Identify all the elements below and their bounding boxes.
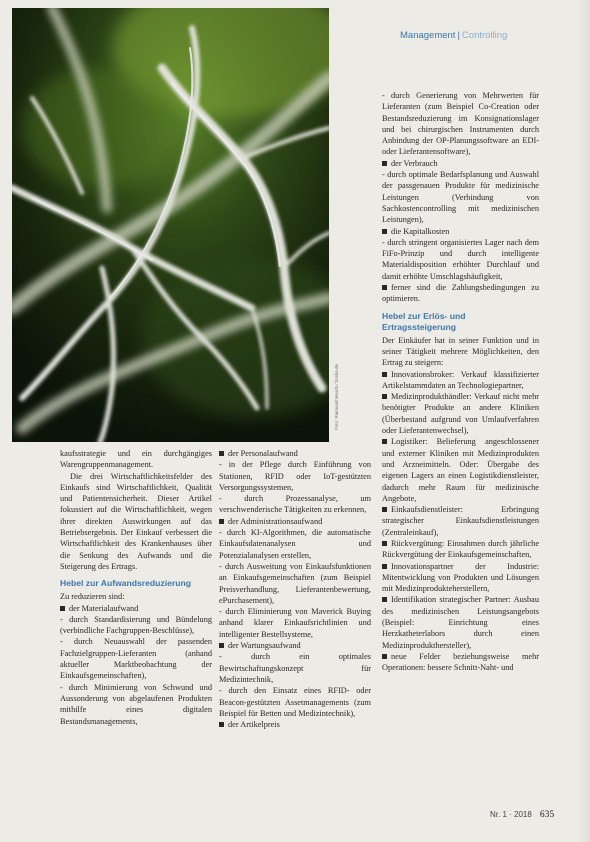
section-label: Management	[400, 30, 456, 41]
list-item: der Artikelpreis	[219, 719, 371, 730]
header-separator: |	[457, 30, 460, 41]
list-item: - durch ein optimales Bewirtschaftungskonzept für Medizintechnik,	[219, 652, 371, 684]
text-column-1	[60, 448, 212, 727]
list-item: - durch stringent organisiertes Lager nach dem FiFo-Prinzip und durch intelligente Materialdisposition erhöhter Durchlauf und damit erhöhte Umschlagshäufigkeit,	[382, 237, 539, 281]
list-item: - durch Ausweitung von Einkaufsfunktionen an Einkaufsgemeinschaften (zum Beispiel Preisverhandlung, Lieferantenbewertung, ePurchasement),	[219, 561, 371, 605]
subsection-label: Controlling	[461, 30, 508, 41]
list-item: - durch Eliminierung von Maverick Buying anhand klarer Einkaufsrichtlinien und intelligenter Bestellsysteme,	[219, 607, 371, 639]
list-item: der Wartungsaufwand	[219, 640, 371, 651]
article-photo	[12, 8, 329, 442]
section-header	[400, 30, 550, 41]
list-item: - durch Neuauswahl der passenden Fachzielgruppen-Lieferanten (anhand aktueller Marktbeobachtung der Einkaufsgemeinschaften),	[60, 637, 212, 681]
issue-label: Nr. 1 · 2018	[490, 810, 532, 819]
page-number: 635	[539, 810, 555, 820]
list-item: - durch Generierung von Mehrwerten für Lieferanten (zum Beispiel Co-Creation oder Bestandsreduzierung im Konsignationslager und bei chirurgischen Instrumenten durch Anbindung der OP-Planungssoftware an EDI- oder Lieferantensoftware),	[382, 91, 539, 157]
list-item: - durch KI-Algorithmen, die automatische Einkaufsdatenanalysen und Potenzialanalysen erstellen,	[219, 528, 371, 560]
text-column-2	[219, 448, 371, 730]
list-item: - durch Prozessanalyse, um verschwenderische Tätigkeiten zu erkennen,	[219, 494, 371, 515]
list-item: Identifikation strategischer Partner: Ausbau des medizinischen Leistungsangebots (Beispiel: Einrichtung eines Herzkatheterlabors durch einen Medizinprodukthersteller),	[382, 595, 539, 650]
page-edge-shadow	[576, 0, 590, 842]
list-item: - durch den Einsatz eines RFID- oder Beacon-gestützten Assetmanagements (zum Beispiel für Betten und Medizintechnik),	[219, 686, 371, 718]
list-item: Medizinprodukthändler: Verkauf nicht mehr benötigter Produkte an andere Kliniken (Überbestand aufgrund von Umlaufverfahren oder Lieferantenwechsel),	[382, 392, 539, 436]
list-item: der Administrationsaufwand	[219, 516, 371, 527]
list-item: - durch Minimierung von Schwund und Aussonderung von abgelaufenen Produkten mithilfe eines digitalen Bestandsmanagements,	[60, 682, 212, 726]
text-column-3	[382, 90, 539, 674]
photo-credit: Foto: Raimund Mesch / fotolia.de	[334, 363, 339, 430]
subheading-cost-reduction: Hebel zur Aufwandsreduzierung	[60, 578, 191, 589]
list-item: Einkaufsdienstleister: Erbringung strategischer Einkaufsdienstleistungen (Zentraleinkauf),	[382, 505, 539, 537]
paragraph: kaufsstrategie und ein durchgängiges Warengruppenmanagement.	[60, 449, 212, 470]
list-item: - durch optimale Bedarfsplanung und Auswahl der passgenauen Produkte für medizinische Leistungen (Verbindung von Sachkostencontrolling mit medizinischen Leistungen),	[382, 170, 539, 225]
paragraph: Die drei Wirtschaftlichkeitsfelder des Einkaufs sind Wirtschaftlichkeit, Qualität und Patientensicherheit. Dieser Artikel fokussiert auf die Wirtschaftlichkeit, wegen ihrer direkten Auswirkungen auf das Betriebsergebnis. Der Einkauf verbessert die Wirtschaftlichkeit des Krankenhauses über die Senkung des Aufwands und die Steigerung des Ertrags.	[60, 471, 212, 571]
list-item: Innovationspartner der Industrie: Mitentwicklung von Produkten und Lösungen mit Medizinprodukteherstellern,	[382, 561, 539, 594]
paragraph: Der Einkäufer hat in seiner Funktion und in seiner Tätigkeit mehrere Möglichkeiten, den Ertrag zu steigern:	[382, 335, 539, 368]
list-item: die Kapitalkosten	[382, 226, 539, 237]
subheading-revenue: Hebel zur Erlös- und Ertragssteigerung	[382, 310, 466, 332]
list-item: der Verbrauch	[382, 158, 539, 169]
list-item: ferner sind die Zahlungsbedingungen zu optimieren.	[382, 283, 539, 304]
paragraph: Zu reduzieren sind:	[60, 592, 125, 602]
list-item: - durch Standardisierung und Bündelung (verbindliche Fachgruppen-Beschlüsse),	[60, 614, 212, 636]
list-item: neue Felder beziehungsweise mehr Operationen: bessere Schnitt-Naht- und	[382, 651, 539, 673]
list-item: der Personalaufwand	[219, 448, 371, 459]
page-footer	[490, 810, 570, 820]
list-item: Logistiker: Belieferung angeschlossener und externer Kliniken mit Medizinprodukten und Arzneimitteln. Oder: Übergabe des eigenen Lagers an einen Logistikdienstleister, dadurch mehr Raum für medizinische Angebote,	[382, 437, 539, 503]
list-item: Rückvergütung: Einnahmen durch jährliche Rückvergütung der Einkaufsgemeinschaften,	[382, 538, 539, 560]
list-item: Innovationsbroker: Verkauf klassifizierter Artikelstammdaten an Technologiepartner,	[382, 369, 539, 390]
plant-roots-image	[12, 8, 329, 442]
list-item: der Materialaufwand	[60, 603, 212, 614]
list-item: - in der Pflege durch Einführung von Stationen, RFID oder IoT-gestützten Versorgungssystemen,	[219, 460, 371, 492]
